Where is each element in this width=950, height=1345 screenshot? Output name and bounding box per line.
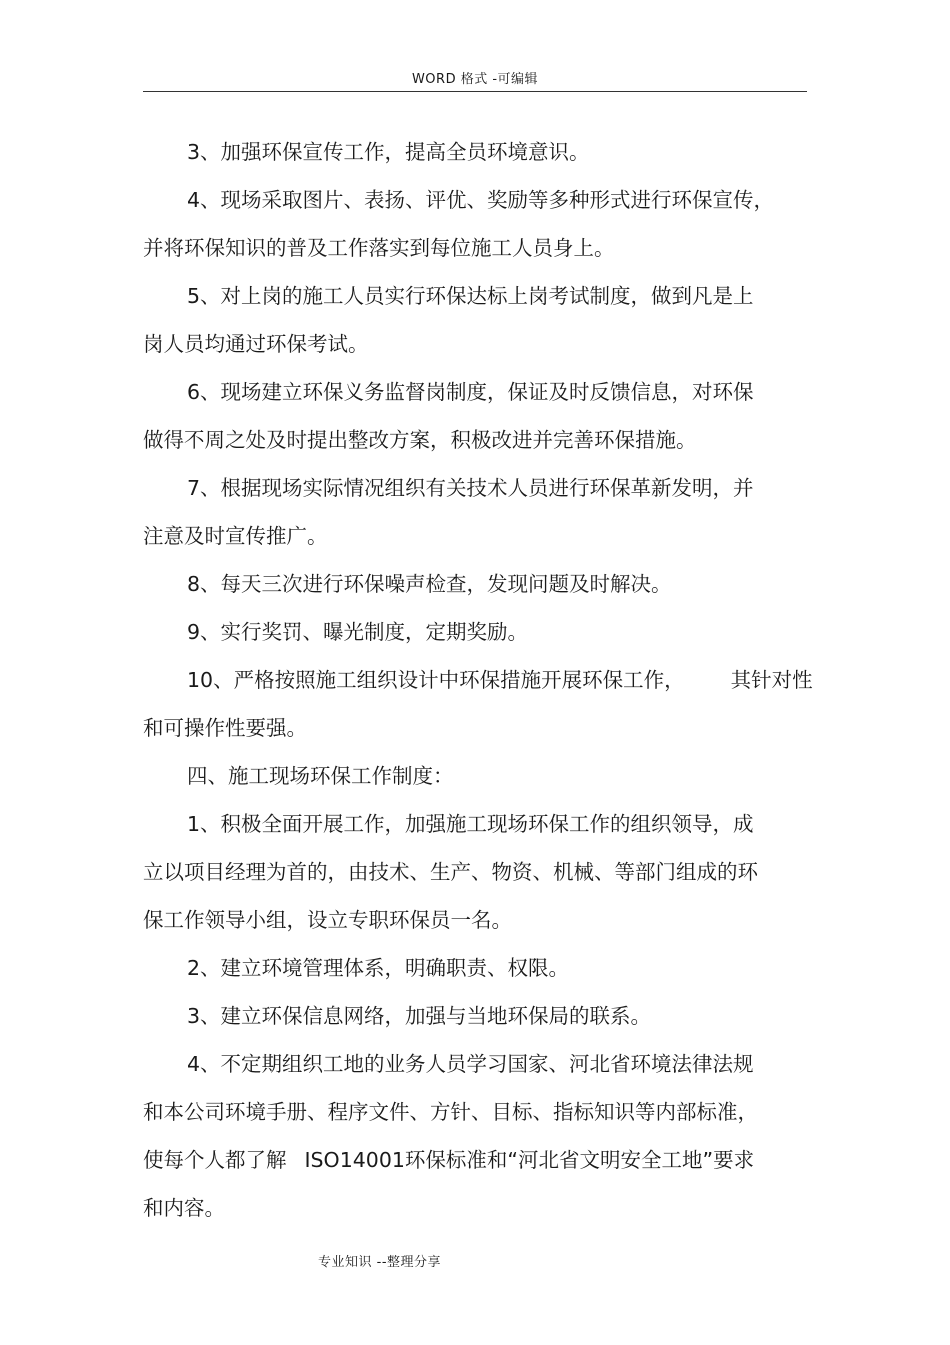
paragraph-line: 立以项目经理为首的，由技术、生产、物资、机械、等部门组成的环 (143, 860, 758, 884)
document-body (143, 128, 813, 1232)
paragraph-line: 保工作领导小组，设立专职环保员一名。 (143, 908, 512, 932)
page-header: WORD 格式 -可编辑 (411, 72, 539, 87)
paragraph-line: 和可操作性要强。 (143, 716, 307, 740)
paragraph-text: ISO14001环保标准和“河北省文明安全工地”要求 (304, 1148, 755, 1172)
paragraph-line: 4、现场采取图片、表扬、评优、奖励等多种形式进行环保宣传， (187, 188, 775, 212)
paragraph-line: 5、对上岗的施工人员实行环保达标上岗考试制度，做到凡是上 (187, 284, 754, 308)
paragraph-line: 注意及时宣传推广。 (143, 524, 328, 548)
paragraph-line: 和内容。 (143, 1196, 225, 1220)
paragraph-line: 2、建立环境管理体系，明确职责、权限。 (187, 956, 570, 980)
paragraph-line: 8、每天三次进行环保噪声检查，发现问题及时解决。 (187, 572, 672, 596)
paragraph-line: 4、不定期组织工地的业务人员学习国家、河北省环境法律法规 (187, 1052, 754, 1076)
paragraph-line: 7、根据现场实际情况组织有关技术人员进行环保革新发明，并 (187, 476, 754, 500)
paragraph-line: 6、现场建立环保义务监督岗制度，保证及时反馈信息，对环保 (187, 380, 754, 404)
paragraph-line: 1、积极全面开展工作，加强施工现场环保工作的组织领导，成 (187, 812, 754, 836)
paragraph-line (143, 656, 813, 704)
paragraph-line: 并将环保知识的普及工作落实到每位施工人员身上。 (143, 236, 615, 260)
header-divider (143, 91, 807, 92)
paragraph-line (143, 1136, 807, 1184)
page-footer: 专业知识 --整理分享 (318, 1255, 442, 1270)
paragraph-line: 和本公司环境手册、程序文件、方针、目标、指标知识等内部标准， (143, 1100, 758, 1124)
paragraph-line: 9、实行奖罚、曝光制度，定期奖励。 (187, 620, 529, 644)
paragraph-text: 10、严格按照施工组织设计中环保措施开展环保工作， (187, 668, 685, 692)
section-heading: 四、施工现场环保工作制度： (187, 764, 454, 788)
paragraph-line: 3、加强环保宣传工作，提高全员环境意识。 (187, 140, 590, 164)
paragraph-line: 做得不周之处及时提出整改方案，积极改进并完善环保措施。 (143, 428, 697, 452)
paragraph-line: 岗人员均通过环保考试。 (143, 332, 369, 356)
paragraph-line: 3、建立环保信息网络，加强与当地环保局的联系。 (187, 1004, 652, 1028)
paragraph-text: 其针对性 (730, 668, 813, 692)
paragraph-text: 使每个人都了解 (143, 1148, 287, 1172)
